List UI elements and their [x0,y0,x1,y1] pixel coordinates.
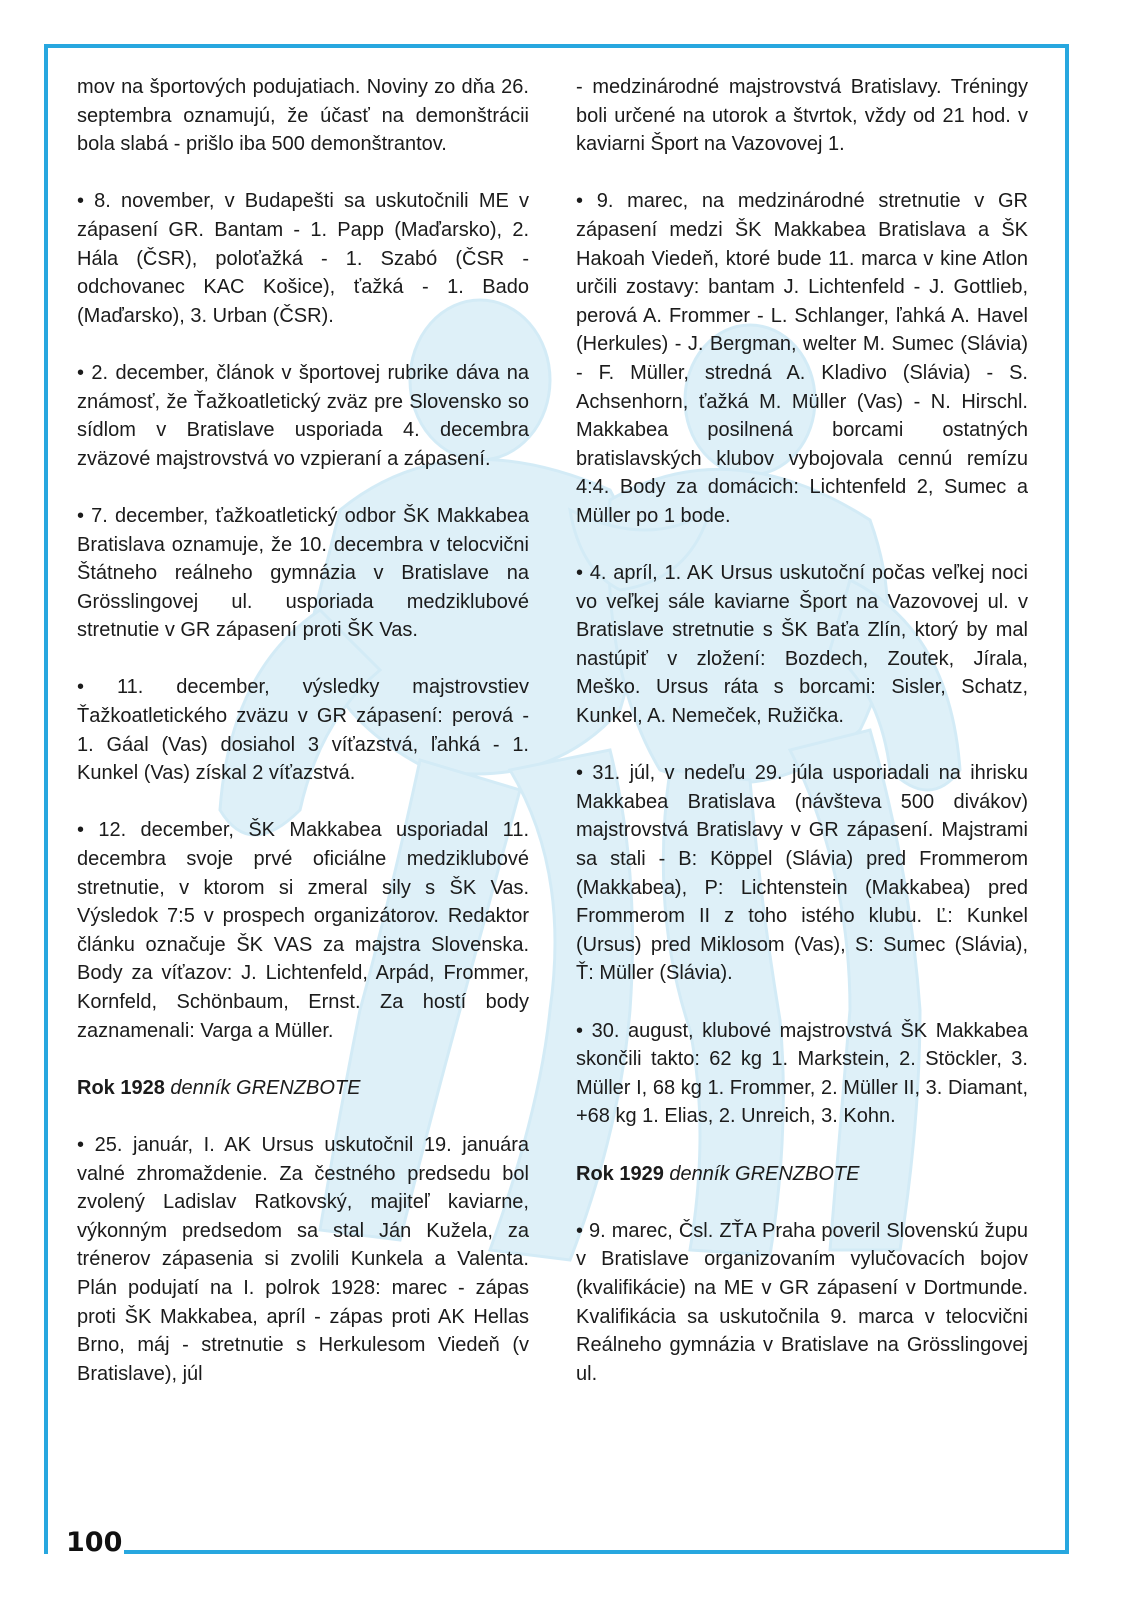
section-heading-1928 [77,1074,529,1103]
section-heading-source: denník GRENZBOTE [669,1162,860,1185]
paragraph: - medzinárodné majstrovstvá Bratislavy. Tréningy boli určené na utorok a štvrtok, vždy od 21 hod. v kaviarni Šport na Vazovovej 1. [576,76,1028,156]
left-column [77,73,529,1417]
right-column [576,73,1028,1417]
section-heading-1929 [576,1160,1028,1189]
section-heading-source: denník GRENZBOTE [170,1076,361,1099]
paragraph: • 30. august, klubové majstrovstvá ŠK Makkabea skončili takto: 62 kg 1. Markstein, 2. Stöckler, 3. Müller I, 68 kg 1. Frommer, 2. Müller II, 3. Diamant, +68 kg 1. Elias, 2. Unreich, 3. Kohn. [576,1019,1028,1128]
section-heading-year: Rok 1929 [576,1162,664,1185]
paragraph: • 2. december, článok v športovej rubrike dáva na známosť, že Ťažkoatletický zväz pre Slovensko so sídlom v Bratislave usporiada 4. decembra zväzové majstrovstvá vo vzpieraní a zápasení. [77,361,529,470]
paragraph: • 31. júl, v nedeľu 29. júla usporiadali na ihrisku Makkabea Bratislava (návšteva 500 divákov) majstrovstvá Bratislavy v GR zápasení. Majstrami sa stali - B: Köppel (Slávia) pred Frommerom (Makkabea), P: Lichtenstein (Makkabea) pred Frommerom II z toho istého klubu. Ľ: Kunkel (Ursus) pred Miklosom (Vas), S: Sumec (Slávia), Ť: Müller (Slávia). [576,762,1028,985]
paragraph: • 7. december, ťažkoatletický odbor ŠK Makkabea Bratislava oznamuje, že 10. decembra v telocvični Štátneho reálneho gymnázia v Bratislave na Grösslingovej ul. usporiada medziklubové stretnutie v GR zápasení proti ŠK Vas. [77,504,529,642]
paragraph: • 9. marec, na medzinárodné stretnutie v GR zápasení medzi ŠK Makkabea Bratislava a ŠK Hakoah Viedeň, ktoré bude 11. marca v kine Atlon určili zostavy: bantam J. Lichtenfeld - J. Gottlieb, perová A. Frommer - L. Schlanger, ľahká A. Havel (Herkules) - J. Bergman, welter M. Sumec (Slávia) - F. Müller, stredná A. Kladivo (Slávia) - S. Achsenhorn, ťažká M. Müller (Vas) - N. Hirschl. Makkabea posilnená borcami ostatných bratislavských klubov vybojovala cennú remízu 4:4. Body za domácich: Lichtenfeld 2, Sumec a Müller po 1 bode. [576,190,1028,527]
paragraph: • 25. január, I. AK Ursus uskutočnil 19. januára valné zhromaždenie. Za čestného predsedu bol zvolený Ladislav Ratkovský, majiteľ kaviarne, výkonným predsedom sa stal Ján Kužela, za trénerov zápasenia si zvolili Kunkela a Valenta. Plán podujatí na I. polrok 1928: marec - zápas proti ŠK Makkabea, apríl - zápas proti AK Hellas Brno, máj - stretnutie s Herkulesom Viedeň (v Bratislave), júl [77,1133,529,1385]
section-heading-year: Rok 1928 [77,1076,165,1099]
paragraph: mov na športových podujatiach. Noviny zo dňa 26. septembra oznamujú, že účasť na demonštrácii bola slabá - prišlo iba 500 demonštrantov. [77,76,529,156]
page-frame-bottom-rule [124,1550,1069,1554]
paragraph: • 12. december, ŠK Makkabea usporiadal 11. decembra svoje prvé oficiálne medziklubové stretnutie, v ktorom si zmeral sily s ŠK Vas. Výsledok 7:5 v prospech organizátorov. Redaktor článku označuje ŠK VAS za majstra Slovenska. Body za víťazov: J. Lichtenfeld, Arpád, Frommer, Kornfeld, Schönbaum, Ernst. Za hostí body zaznamenali: Varga a Müller. [77,819,529,1042]
page-number: 100 [66,1527,123,1558]
paragraph: • 9. marec, Čsl. ZŤA Praha poveril Slovenskú župu v Bratislave organizovaním vylučovacích bojov (kvalifikácie) na ME v GR zápasení v Dortmunde. Kvalifikácia sa uskutočnila 9. marca v telocvični Reálneho gymnázia v Bratislave na Grösslingovej ul. [576,1219,1028,1385]
paragraph: • 4. apríl, 1. AK Ursus uskutoční počas veľkej noci vo veľkej sále kaviarne Šport na Vazovovej ul. v Bratislave stretnutie s ŠK Baťa Zlín, ktorý by mal nastúpiť v zložení: Bozdech, Zoutek, Jírala, Meško. Ursus ráta s borcami: Sisler, Schatz, Kunkel, A. Nemeček, Ružička. [576,562,1028,728]
paragraph: • 8. november, v Budapešti sa uskutočnili ME v zápasení GR. Bantam - 1. Papp (Maďarsko), 2. Hála (ČSR), poloťažká - 1. Szabó (ČSR - odchovanec KAC Košice), ťažká - 1. Bado (Maďarsko), 3. Urban (ČSR). [77,190,529,327]
paragraph: • 11. december, výsledky majstrovstiev Ťažkoatletického zväzu v GR zápasení: perová - 1. Gáal (Vas) dosiahol 3 víťazstvá, ľahká - 1. Kunkel (Vas) získal 2 víťazstvá. [77,676,529,785]
